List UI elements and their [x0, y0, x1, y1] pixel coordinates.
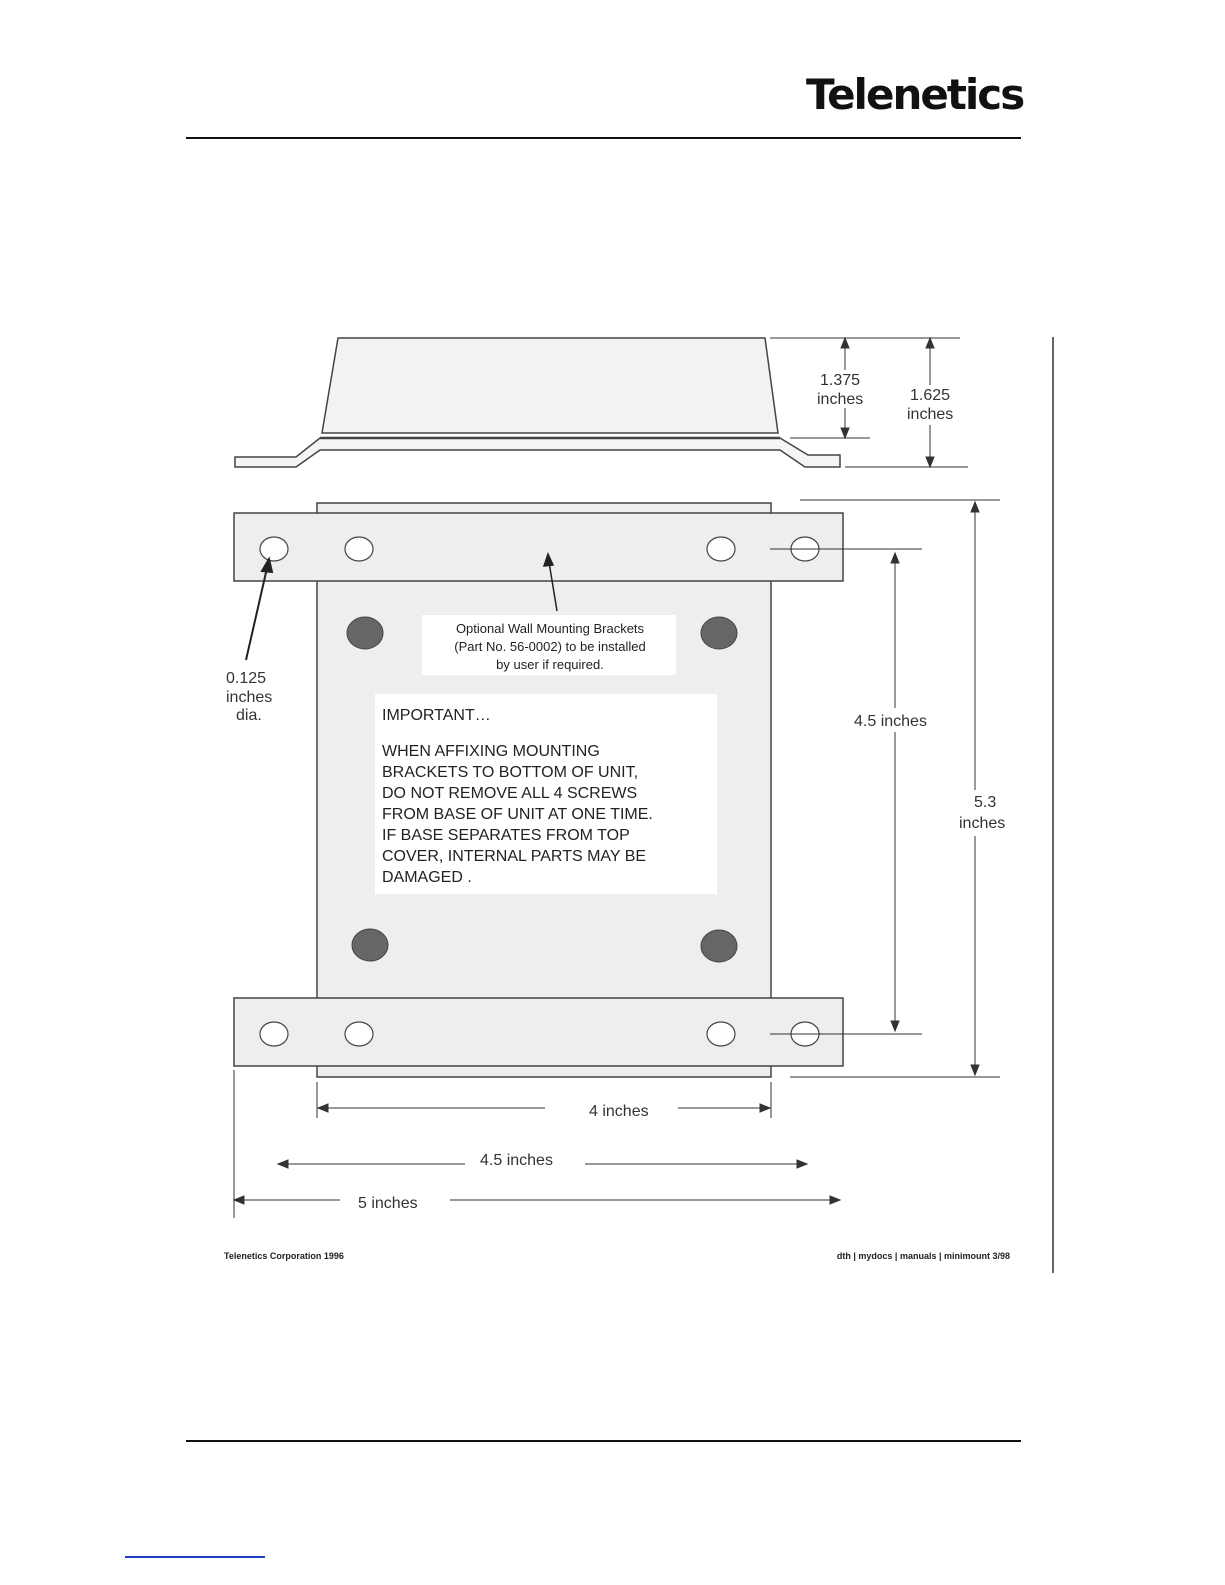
- label-bracket-spacing: 4.5 inches: [854, 713, 927, 730]
- bottom-bracket: [234, 998, 843, 1066]
- bracket-hole: [707, 1022, 735, 1046]
- important-line: WHEN AFFIXING MOUNTING: [382, 743, 600, 760]
- label-total-height-value: 5.3: [974, 794, 997, 811]
- footer-rule: [186, 1440, 1021, 1442]
- important-line: COVER, INTERNAL PARTS MAY BE: [382, 848, 647, 865]
- screw: [347, 617, 383, 649]
- important-line: DO NOT REMOVE ALL 4 SCREWS: [382, 785, 638, 802]
- label-total-height-unit: inches: [959, 815, 1006, 832]
- drawing-footer-right: dth | mydocs | manuals | minimount 3/98: [836, 1251, 1010, 1261]
- label-height-outer-value: 1.625: [910, 387, 951, 404]
- screw: [701, 930, 737, 962]
- label-height-inner-value: 1.375: [820, 372, 861, 389]
- screw: [701, 617, 737, 649]
- bracket-note-line: (Part No. 56-0002) to be installed: [454, 639, 646, 654]
- important-line: IF BASE SEPARATES FROM TOP: [382, 827, 630, 844]
- label-hole-dia-suffix: dia.: [236, 707, 262, 724]
- bracket-hole: [707, 537, 735, 561]
- label-width-holes: 4.5 inches: [480, 1152, 553, 1169]
- unit-cover-profile: [322, 338, 778, 433]
- important-line: BRACKETS TO BOTTOM OF UNIT,: [382, 764, 639, 781]
- company-logo: Telenetics: [806, 70, 1024, 119]
- unit-base-flange: [235, 438, 840, 467]
- top-bracket: [234, 513, 843, 581]
- bracket-note-line: by user if required.: [496, 657, 604, 672]
- bracket-note-line: Optional Wall Mounting Brackets: [455, 621, 645, 636]
- bottom-link-underline[interactable]: [125, 1556, 265, 1558]
- label-height-inner-unit: inches: [817, 391, 864, 408]
- horizontal-dimensions: [234, 1070, 840, 1218]
- bracket-hole: [260, 1022, 288, 1046]
- label-height-outer-unit: inches: [907, 406, 954, 423]
- screw: [352, 929, 388, 961]
- vertical-dimensions: [770, 500, 1000, 1077]
- bracket-hole: [345, 1022, 373, 1046]
- label-width-total: 5 inches: [358, 1195, 418, 1212]
- unit-side-view: [235, 338, 840, 467]
- important-line: DAMAGED .: [382, 869, 472, 886]
- important-line: FROM BASE OF UNIT AT ONE TIME.: [382, 806, 653, 823]
- bracket-hole: [260, 537, 288, 561]
- drawing-footer-left: Telenetics Corporation 1996: [224, 1251, 344, 1261]
- bracket-hole: [345, 537, 373, 561]
- label-hole-dia-value: 0.125: [226, 670, 267, 687]
- important-title: IMPORTANT…: [382, 707, 491, 724]
- label-hole-dia-unit: inches: [226, 689, 273, 706]
- label-width-body: 4 inches: [589, 1103, 649, 1120]
